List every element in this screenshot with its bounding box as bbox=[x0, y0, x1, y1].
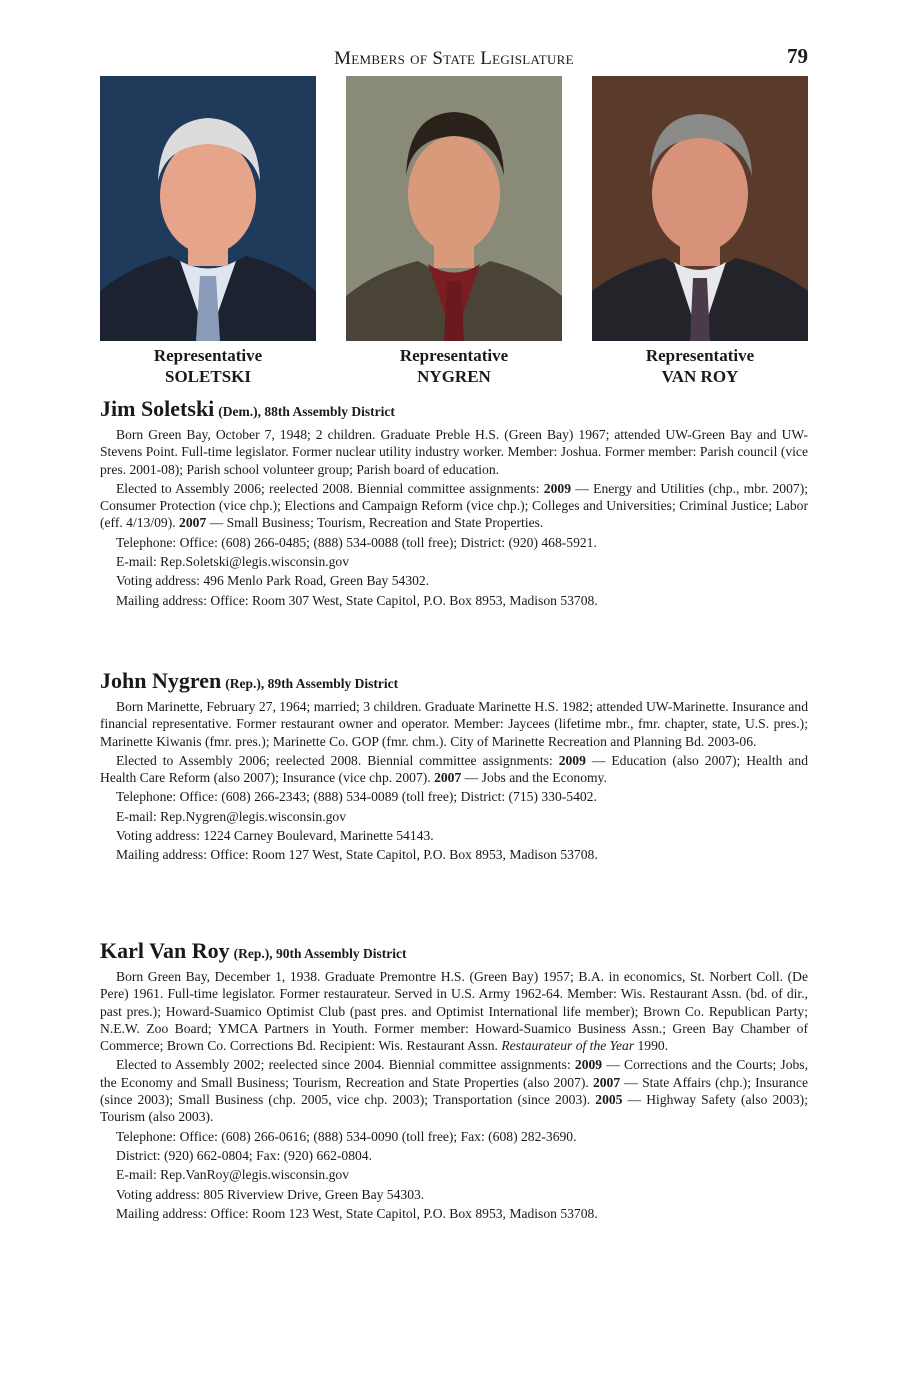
member-voting-address: Voting address: 1224 Carney Boulevard, Marinette 54143. bbox=[116, 828, 434, 844]
portrait-face bbox=[408, 136, 500, 252]
member-party-district: (Dem.), 88th Assembly District bbox=[218, 404, 395, 419]
portrait-soletski bbox=[100, 76, 316, 341]
caption-surname: NYGREN bbox=[417, 367, 491, 386]
running-head: Members of State Legislature bbox=[334, 48, 574, 69]
member-heading bbox=[100, 668, 808, 694]
page-header bbox=[100, 44, 808, 72]
member-committees: Elected to Assembly 2002; reelected since 2004. Biennial committee assignments: 2009 — Corrections and the Courts; Jobs, the Economy and Small Business; Tourism, Recreation and State Properties (also 2007). 2007 — State Affairs (chp.); Insurance (since 2003); Small Business (chp. 2005, vice chp. 2003); Transportation (since 2003). 2005 — Highway Safety (also 2003); Tourism (also 2003). bbox=[100, 1057, 808, 1125]
member-party-district: (Rep.), 90th Assembly District bbox=[233, 946, 407, 961]
portrait-tie bbox=[196, 276, 220, 341]
portrait-face bbox=[160, 138, 256, 254]
member-bio: Born Green Bay, December 1, 1938. Graduate Premontre H.S. (Green Bay) 1957; B.A. in economics, St. Norbert Coll. (De Pere) 1961. Full-time legislator. Former restaurateur. Served in U.S. Army 1962-64. Member: Wis. Restaurant Assn. (bd. of dir., past pres.); Howard-Suamico Optimist Club (past pres. and Optimist International life member); Brown Co. Republican Party; N.E.W. Zoo Board; YMCA Partners in Youth. Former member: Howard-Suamico Business Assn.; Green Bay Chamber of Commerce; Brown Co. Corrections Bd. Recipient: Wis. Restaurant Assn. Restaurateur of the Year 1990. bbox=[100, 969, 808, 1054]
member-email: E-mail: Rep.Soletski@legis.wisconsin.gov bbox=[116, 554, 350, 570]
caption-surname: VAN ROY bbox=[661, 367, 739, 386]
member-name: Jim Soletski bbox=[100, 396, 215, 421]
member-telephone: Telephone: Office: (608) 266-0616; (888) 534-0090 (toll free); Fax: (608) 282-3690. bbox=[116, 1128, 577, 1144]
portrait-van-roy bbox=[592, 76, 808, 341]
caption-title: Representative bbox=[153, 346, 263, 365]
member-email: E-mail: Rep.VanRoy@legis.wisconsin.gov bbox=[116, 1167, 350, 1183]
caption-van-roy bbox=[592, 345, 808, 387]
member-mailing-address: Mailing address: Office: Room 123 West, State Capitol, P.O. Box 8953, Madison 53708. bbox=[116, 1205, 598, 1221]
member-mailing-address: Mailing address: Office: Room 307 West, State Capitol, P.O. Box 8953, Madison 53708. bbox=[116, 592, 598, 608]
member-entry-nygren bbox=[100, 668, 808, 866]
portrait-nygren bbox=[346, 76, 562, 341]
caption-title: Representative bbox=[645, 346, 755, 365]
member-party-district: (Rep.), 89th Assembly District bbox=[225, 676, 399, 691]
portrait-photo bbox=[592, 76, 808, 341]
portrait-photo bbox=[100, 76, 316, 341]
member-voting-address: Voting address: 496 Menlo Park Road, Green Bay 54302. bbox=[116, 573, 430, 589]
member-bio: Born Marinette, February 27, 1964; married; 3 children. Graduate Marinette H.S. 1982; attended UW-Marinette. Insurance and financial representative. Former restaurant owner and operator. Member: Jaycees (lifetime mbr., fmr. chapter, state, U.S. pres.); Marinette Kiwanis (fmr. pres.); Marinette Co. GOP (fmr. chm.). City of Marinette Recreation and Planning Bd. 2003-06. bbox=[100, 699, 808, 749]
portrait-tie bbox=[444, 281, 464, 341]
member-district-phone: District: (920) 662-0804; Fax: (920) 662-0804. bbox=[116, 1147, 372, 1163]
caption-surname: SOLETSKI bbox=[165, 367, 251, 386]
member-committees: Elected to Assembly 2006; reelected 2008. Biennial committee assignments: 2009 — Energy and Utilities (chp., mbr. 2007); Consumer Protection (vice chp.); Elections and Campaign Reform (vice chp.); Colleges and Universities; Criminal Justice; Labor (eff. 4/13/09). 2007 — Small Business; Tourism, Recreation and State Properties. bbox=[100, 480, 808, 531]
member-entry-van-roy bbox=[100, 938, 808, 1224]
member-telephone: Telephone: Office: (608) 266-0485; (888) 534-0088 (toll free); District: (920) 468-5921. bbox=[116, 534, 597, 550]
caption-soletski bbox=[100, 345, 316, 387]
caption-nygren bbox=[346, 345, 562, 387]
member-heading bbox=[100, 396, 808, 422]
member-name: Karl Van Roy bbox=[100, 938, 230, 963]
caption-title: Representative bbox=[399, 346, 509, 365]
member-mailing-address: Mailing address: Office: Room 127 West, State Capitol, P.O. Box 8953, Madison 53708. bbox=[116, 847, 598, 863]
member-entry-soletski bbox=[100, 396, 808, 611]
member-bio: Born Green Bay, October 7, 1948; 2 children. Graduate Preble H.S. (Green Bay) 1967; attended UW-Green Bay and UW-Stevens Point. Full-time legislator. Former nuclear utility industry worker. Member: Joshua. Former member: Parish council (vice pres. 2001-08); Parish school volunteer group; Parish board of education. bbox=[100, 427, 808, 477]
member-telephone: Telephone: Office: (608) 266-2343; (888) 534-0089 (toll free); District: (715) 330-5402. bbox=[116, 789, 597, 805]
member-name: John Nygren bbox=[100, 668, 222, 693]
portrait-photo bbox=[346, 76, 562, 341]
member-voting-address: Voting address: 805 Riverview Drive, Green Bay 54303. bbox=[116, 1186, 425, 1202]
page-number: 79 bbox=[787, 44, 808, 68]
portrait-tie bbox=[690, 278, 710, 341]
member-email: E-mail: Rep.Nygren@legis.wisconsin.gov bbox=[116, 808, 346, 824]
member-heading bbox=[100, 938, 808, 964]
portrait-face bbox=[652, 136, 748, 252]
member-committees: Elected to Assembly 2006; reelected 2008. Biennial committee assignments: 2009 — Education (also 2007); Health and Health Care Reform (also 2007); Insurance (vice chp. 2007). 2007 — Jobs and the Economy. bbox=[100, 752, 809, 786]
